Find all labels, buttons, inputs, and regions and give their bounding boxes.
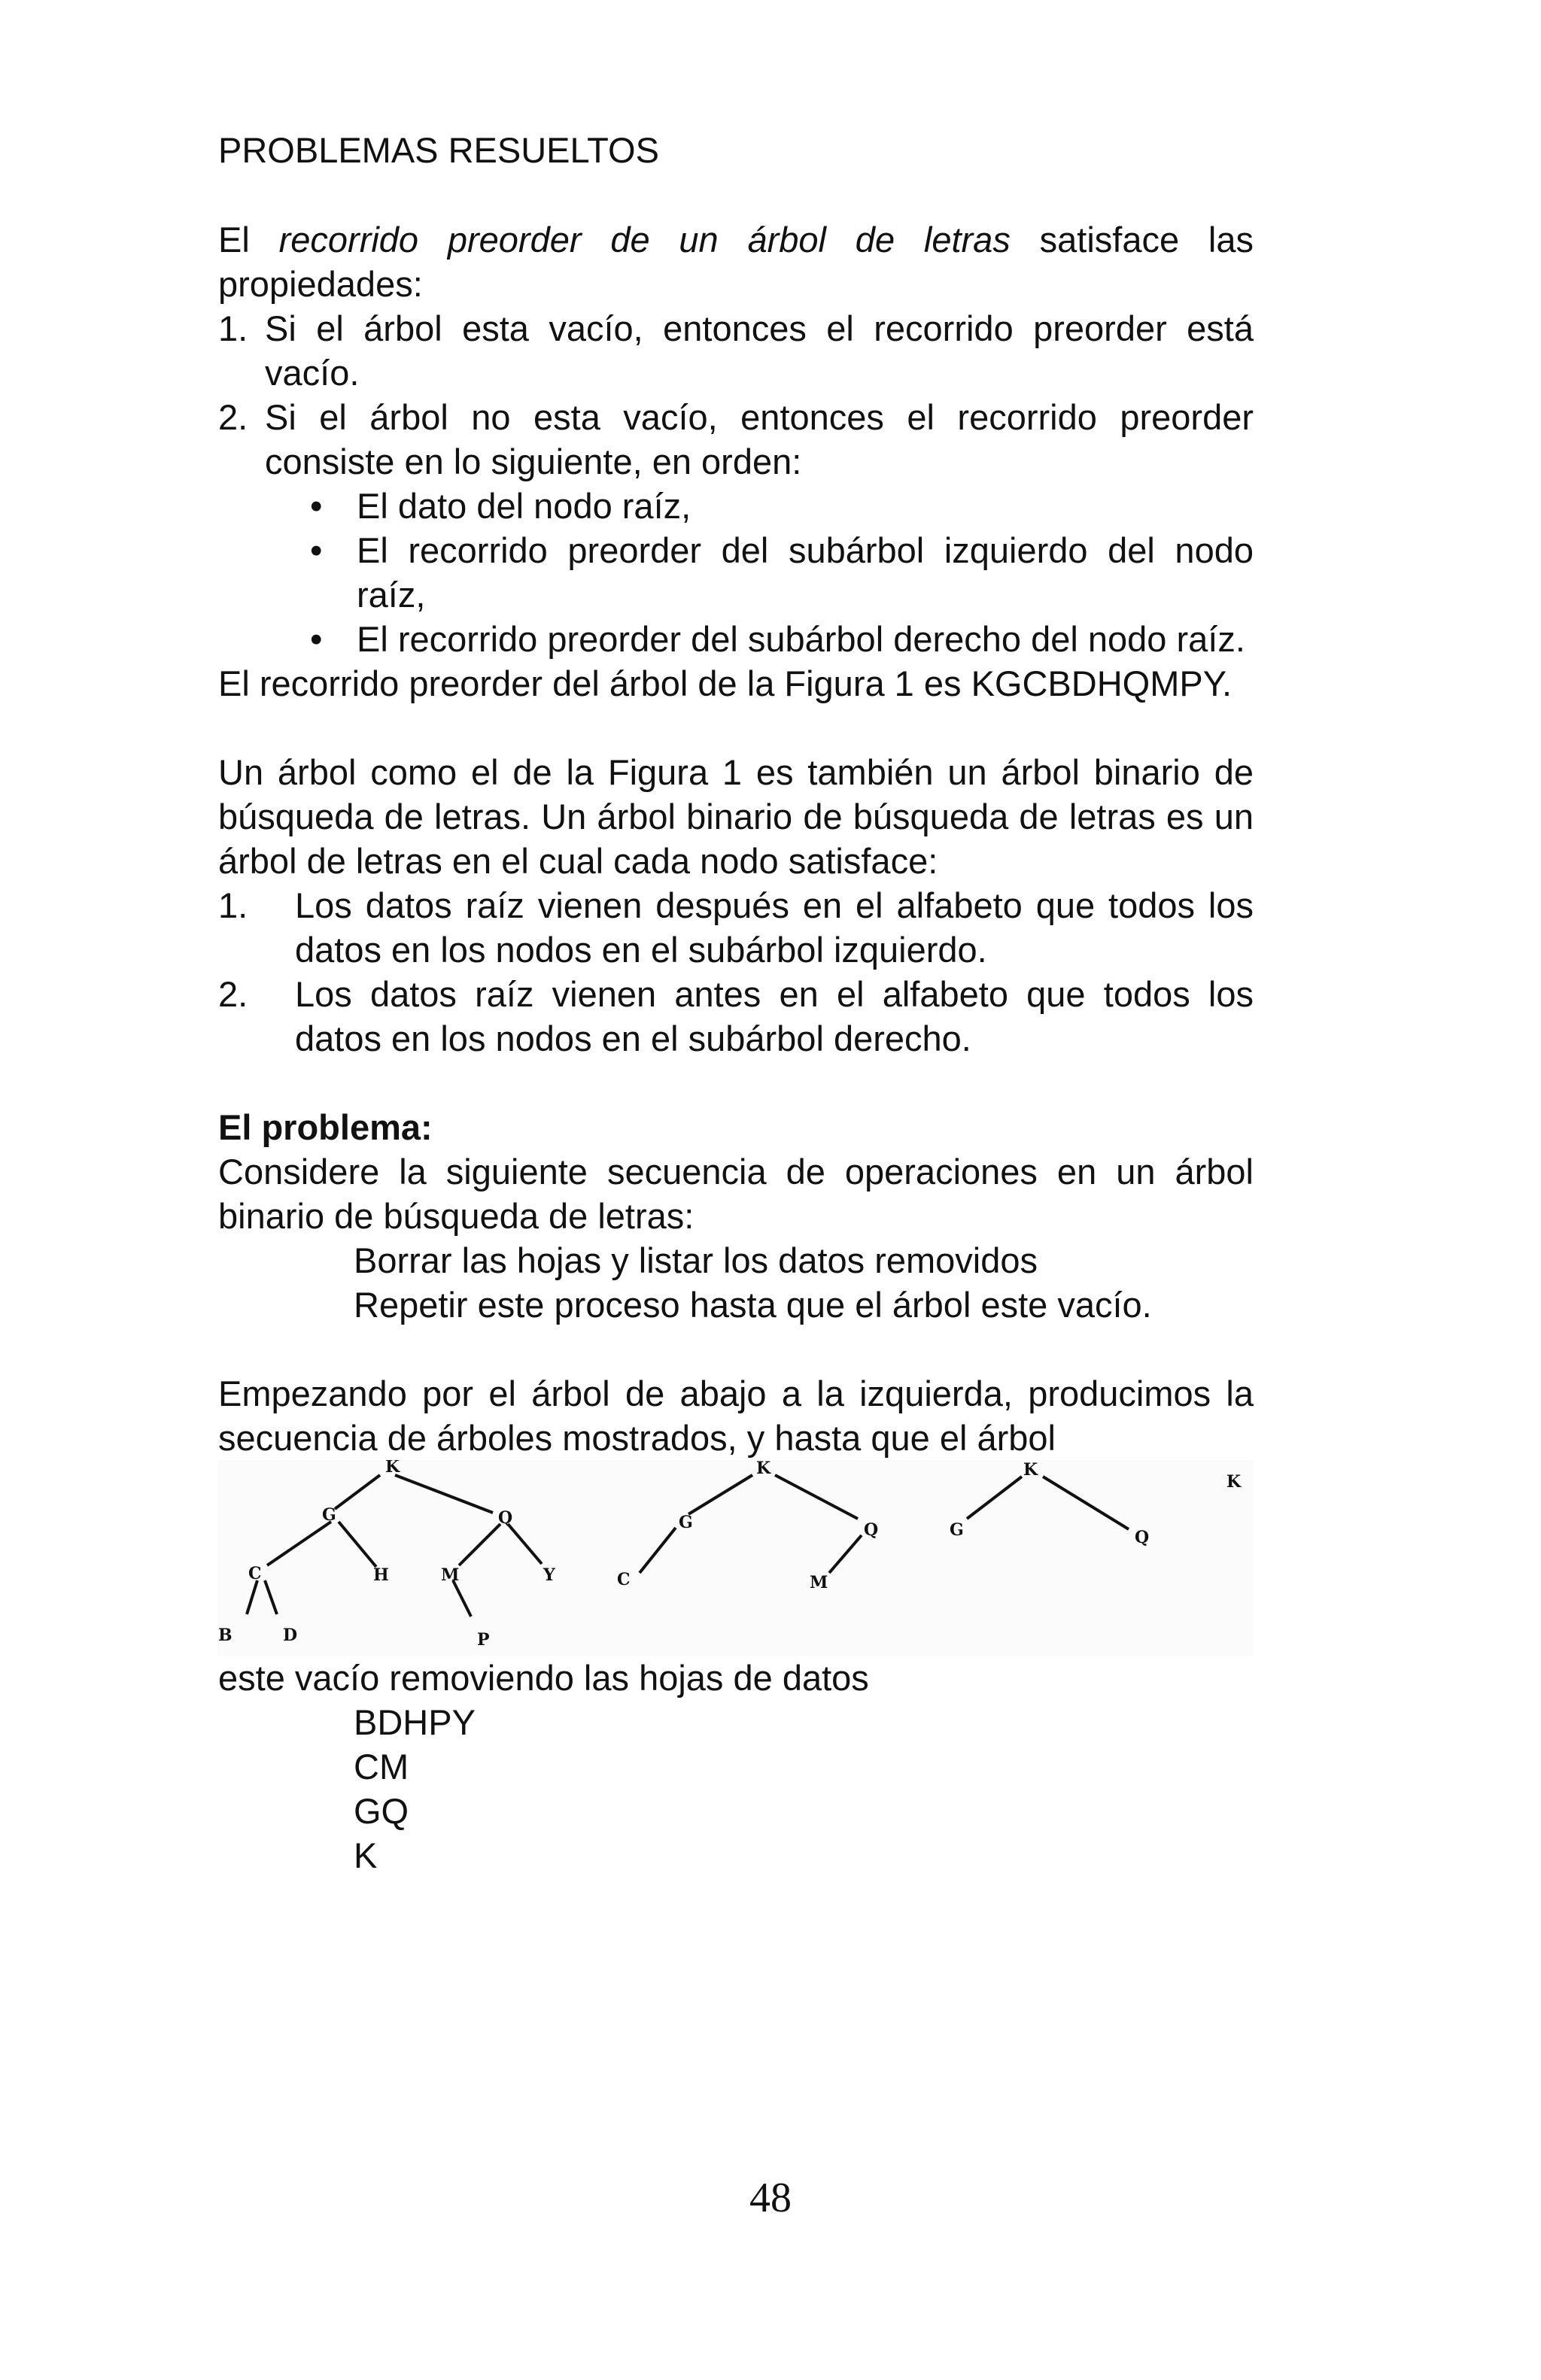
tree-node: K [385, 1460, 400, 1477]
removed-leaves-line: CM [354, 1747, 409, 1787]
removed-leaves-line: K [354, 1835, 378, 1875]
continuation-text: este vacío removiendo las hojas de datos [218, 1658, 869, 1698]
list-number: 1. [218, 885, 248, 925]
list-item [218, 306, 1254, 395]
list-text: El dato del nodo raíz, [357, 486, 691, 526]
tree-node: G [679, 1513, 693, 1532]
problem-paragraph: Considere la siguiente secuencia de operaciones en un árbol binario de búsqueda de letras: [218, 1152, 1254, 1236]
removed-leaves-line: BDHPY [354, 1702, 476, 1742]
intro-prefix: El [218, 220, 279, 260]
preorder-steps-list [310, 484, 1254, 661]
list-text: Si el árbol no esta vacío, entonces el recorrido preorder consiste en lo siguiente, en orden: [265, 397, 1254, 481]
list-item [310, 617, 1254, 661]
preorder-rules-list [218, 306, 1254, 484]
intro-paragraph [218, 217, 1254, 306]
operation-line: Borrar las hojas y listar los datos removidos [354, 1240, 1038, 1280]
list-text: El recorrido preorder del subárbol derecho del nodo raíz. [357, 619, 1245, 659]
operation-line: Repetir este proceso hasta que el árbol este vacío. [354, 1285, 1152, 1325]
preorder-result: El recorrido preorder del árbol de la Figura 1 es KGCBDHQMPY. [218, 663, 1232, 703]
sequence-paragraph: Empezando por el árbol de abajo a la izquierda, producimos la secuencia de árboles mostrados, y hasta que el árbol [218, 1374, 1254, 1458]
list-item [310, 484, 1254, 528]
tree-node: D [283, 1626, 298, 1645]
page-number: 48 [749, 2175, 792, 2221]
bst-intro-paragraph: Un árbol como el de la Figura 1 es también un árbol binario de búsqueda de letras. Un árbol binario de búsqueda de letras es un árbol de letras en el cual cada nodo satisface: [218, 752, 1254, 881]
bst-rules-list [218, 883, 1254, 1061]
list-text: Los datos raíz vienen antes en el alfabeto que todos los datos en los nodos en el subárbol derecho. [295, 974, 1254, 1058]
intro-suffix: satisface las propiedades: [218, 220, 1254, 304]
tree-node: K [1023, 1460, 1038, 1480]
tree-node: M [810, 1573, 828, 1592]
list-item [310, 528, 1254, 617]
bullet-icon: • [310, 530, 323, 570]
problem-heading: El problema: [218, 1107, 433, 1147]
list-item [218, 972, 1254, 1061]
list-item [218, 883, 1254, 972]
intro-emphasis: recorrido preorder de un árbol de letras [278, 220, 1011, 260]
list-number: 2. [218, 974, 248, 1014]
bullet-icon: • [310, 619, 323, 659]
tree-node: P [477, 1630, 490, 1650]
list-text: El recorrido preorder del subárbol izquierdo del nodo raíz, [357, 530, 1254, 615]
bullet-icon: • [310, 486, 323, 526]
tree-node: Y [543, 1565, 555, 1585]
list-item [218, 395, 1254, 484]
list-number: 1. [218, 308, 248, 348]
list-text: Los datos raíz vienen después en el alfabeto que todos los datos en los nodos en el subárbol izquierdo. [295, 885, 1254, 970]
tree-sequence-figure [218, 1460, 1254, 1656]
section-heading: PROBLEMAS RESUELTOS [218, 130, 659, 170]
tree-node: G [950, 1520, 964, 1540]
tree-node: M [441, 1565, 460, 1585]
tree-node: B [218, 1626, 233, 1645]
list-text: Si el árbol esta vacío, entonces el recorrido preorder está vacío. [265, 308, 1254, 393]
tree-node: K [756, 1460, 771, 1478]
tree-node: K [1226, 1472, 1242, 1492]
tree-node: Q [498, 1508, 513, 1528]
tree-node: Q [864, 1520, 879, 1540]
list-number: 2. [218, 397, 248, 437]
tree-node: Q [1135, 1528, 1150, 1547]
page-content [218, 128, 1254, 1878]
tree-node: H [373, 1565, 389, 1585]
removed-leaves-line: GQ [354, 1791, 409, 1831]
tree-node: C [248, 1564, 262, 1583]
tree-node: C [617, 1570, 631, 1589]
tree-node: G [322, 1505, 336, 1525]
